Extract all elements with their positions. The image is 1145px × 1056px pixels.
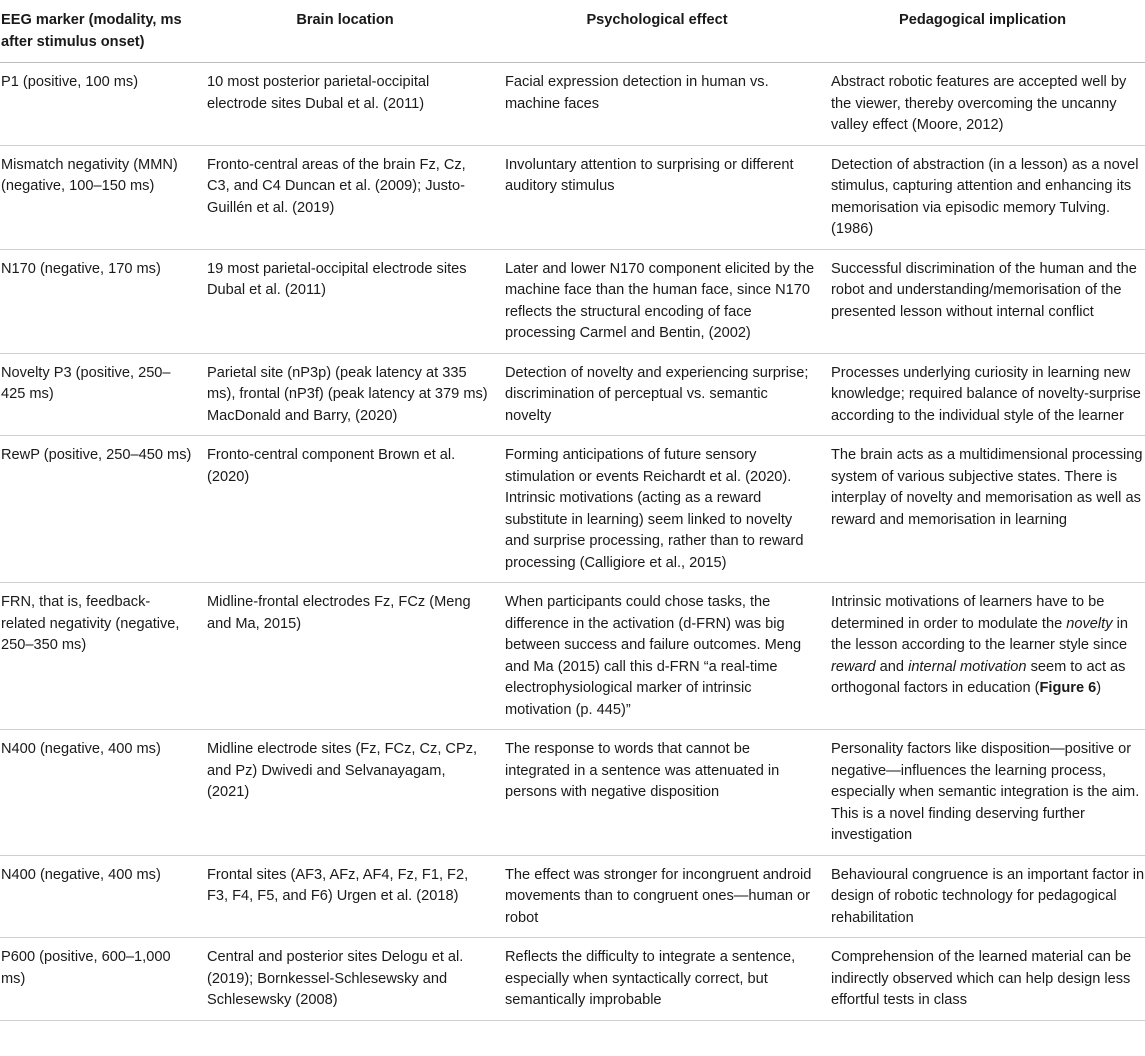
cell-location: Midline electrode sites (Fz, FCz, Cz, CPz, and Pz) Dwivedi and Selvanayagam, (2021)	[196, 730, 494, 856]
cell-location: 10 most posterior parietal-occipital electrode sites Dubal et al. (2011)	[196, 63, 494, 146]
cell-location: Fronto-central component Brown et al. (2020)	[196, 436, 494, 583]
cell-effect: Later and lower N170 component elicited by the machine face than the human face, since N170 reflects the structural encoding of face processing Carmel and Bentin, (2002)	[494, 249, 820, 353]
implication-emphasis-novelty: novelty	[1066, 615, 1113, 632]
cell-implication: Successful discrimination of the human and the robot and understanding/memorisation of the presented lesson without internal conflict	[820, 249, 1145, 353]
cell-marker: Mismatch negativity (MMN) (negative, 100–150 ms)	[0, 145, 196, 249]
cell-effect: Detection of novelty and experiencing surprise; discrimination of perceptual vs. semantic novelty	[494, 353, 820, 436]
cell-effect: Facial expression detection in human vs. machine faces	[494, 63, 820, 146]
implication-emphasis-reward: reward	[831, 658, 876, 675]
cell-implication: The brain acts as a multidimensional processing system of various subjective states. There is interplay of novelty and memorisation as well as reward and memorisation in learning	[820, 436, 1145, 583]
table-row	[0, 855, 1145, 938]
cell-effect: When participants could chose tasks, the difference in the activation (d-FRN) was big between success and failure outcomes. Meng and Ma (2015) call this d-FRN “a real-time electrophysiological marker of intrinsic motivation (p. 445)”	[494, 583, 820, 730]
cell-effect: The effect was stronger for incongruent android movements than to congruent ones—human or robot	[494, 855, 820, 938]
implication-text: and	[875, 658, 909, 675]
cell-implication: Processes underlying curiosity in learning new knowledge; required balance of novelty-surprise according to the individual style of the learner	[820, 353, 1145, 436]
cell-implication: Comprehension of the learned material can be indirectly observed which can help design less effortful tests in class	[820, 938, 1145, 1021]
implication-text: seem to act as orthogonal factors in education (	[831, 658, 1126, 696]
table-row	[0, 63, 1145, 146]
figure-reference-link[interactable]: Figure 6	[1039, 680, 1097, 696]
cell-location: Frontal sites (AF3, AFz, AF4, Fz, F1, F2, F3, F4, F5, and F6) Urgen et al. (2018)	[196, 855, 494, 938]
table-row	[0, 730, 1145, 856]
implication-text: Intrinsic motivations of learners have to be determined in order to modulate the	[831, 594, 1105, 632]
cell-marker: N400 (negative, 400 ms)	[0, 855, 196, 938]
implication-emphasis-internal-motivation: internal motivation	[908, 658, 1027, 675]
header-brain-location: Brain location	[196, 0, 494, 63]
table-header-row	[0, 0, 1145, 63]
cell-marker: FRN, that is, feedback-related negativity (negative, 250–350 ms)	[0, 583, 196, 730]
cell-location: Midline-frontal electrodes Fz, FCz (Meng and Ma, 2015)	[196, 583, 494, 730]
table-row	[0, 583, 1145, 730]
table-row	[0, 436, 1145, 583]
table-row	[0, 938, 1145, 1021]
cell-marker: RewP (positive, 250–450 ms)	[0, 436, 196, 583]
cell-marker: P1 (positive, 100 ms)	[0, 63, 196, 146]
cell-marker: P600 (positive, 600–1,000 ms)	[0, 938, 196, 1021]
cell-implication: Behavioural congruence is an important factor in design of robotic technology for pedagogical rehabilitation	[820, 855, 1145, 938]
implication-text: )	[1096, 680, 1102, 696]
cell-location: Fronto-central areas of the brain Fz, Cz, C3, and C4 Duncan et al. (2009); Justo-Guillén et al. (2019)	[196, 145, 494, 249]
header-pedagogical-implication: Pedagogical implication	[820, 0, 1145, 63]
table-row	[0, 145, 1145, 249]
header-eeg-marker: EEG marker (modality, ms after stimulus onset)	[0, 0, 196, 63]
cell-effect: Involuntary attention to surprising or different auditory stimulus	[494, 145, 820, 249]
cell-marker: N400 (negative, 400 ms)	[0, 730, 196, 856]
cell-marker: Novelty P3 (positive, 250–425 ms)	[0, 353, 196, 436]
cell-location: Parietal site (nP3p) (peak latency at 335 ms), frontal (nP3f) (peak latency at 379 ms) MacDonald and Barry, (2020)	[196, 353, 494, 436]
cell-implication: Abstract robotic features are accepted well by the viewer, thereby overcoming the uncanny valley effect (Moore, 2012)	[820, 63, 1145, 146]
cell-implication	[820, 583, 1145, 730]
implication-text: in the lesson according to the learner style since	[831, 615, 1128, 653]
cell-implication: Detection of abstraction (in a lesson) as a novel stimulus, capturing attention and enhancing its memorisation via episodic memory Tulving. (1986)	[820, 145, 1145, 249]
cell-effect: Forming anticipations of future sensory stimulation or events Reichardt et al. (2020). Intrinsic motivations (acting as a reward substitute in learning) seem linked to novelty and surprise processing, rather than to reward processing (Calligiore et al., 2015)	[494, 436, 820, 583]
cell-location: Central and posterior sites Delogu et al. (2019); Bornkessel-Schlesewsky and Schlesewsky (2008)	[196, 938, 494, 1021]
cell-effect: The response to words that cannot be integrated in a sentence was attenuated in persons with negative disposition	[494, 730, 820, 856]
cell-marker: N170 (negative, 170 ms)	[0, 249, 196, 353]
cell-implication: Personality factors like disposition—positive or negative—influences the learning process, especially when semantic integration is the aim. This is a novel finding deserving further investigation	[820, 730, 1145, 856]
header-psychological-effect: Psychological effect	[494, 0, 820, 63]
table-row	[0, 249, 1145, 353]
table-row	[0, 353, 1145, 436]
cell-effect: Reflects the difficulty to integrate a sentence, especially when syntactically correct, but semantically improbable	[494, 938, 820, 1021]
cell-location: 19 most parietal-occipital electrode sites Dubal et al. (2011)	[196, 249, 494, 353]
